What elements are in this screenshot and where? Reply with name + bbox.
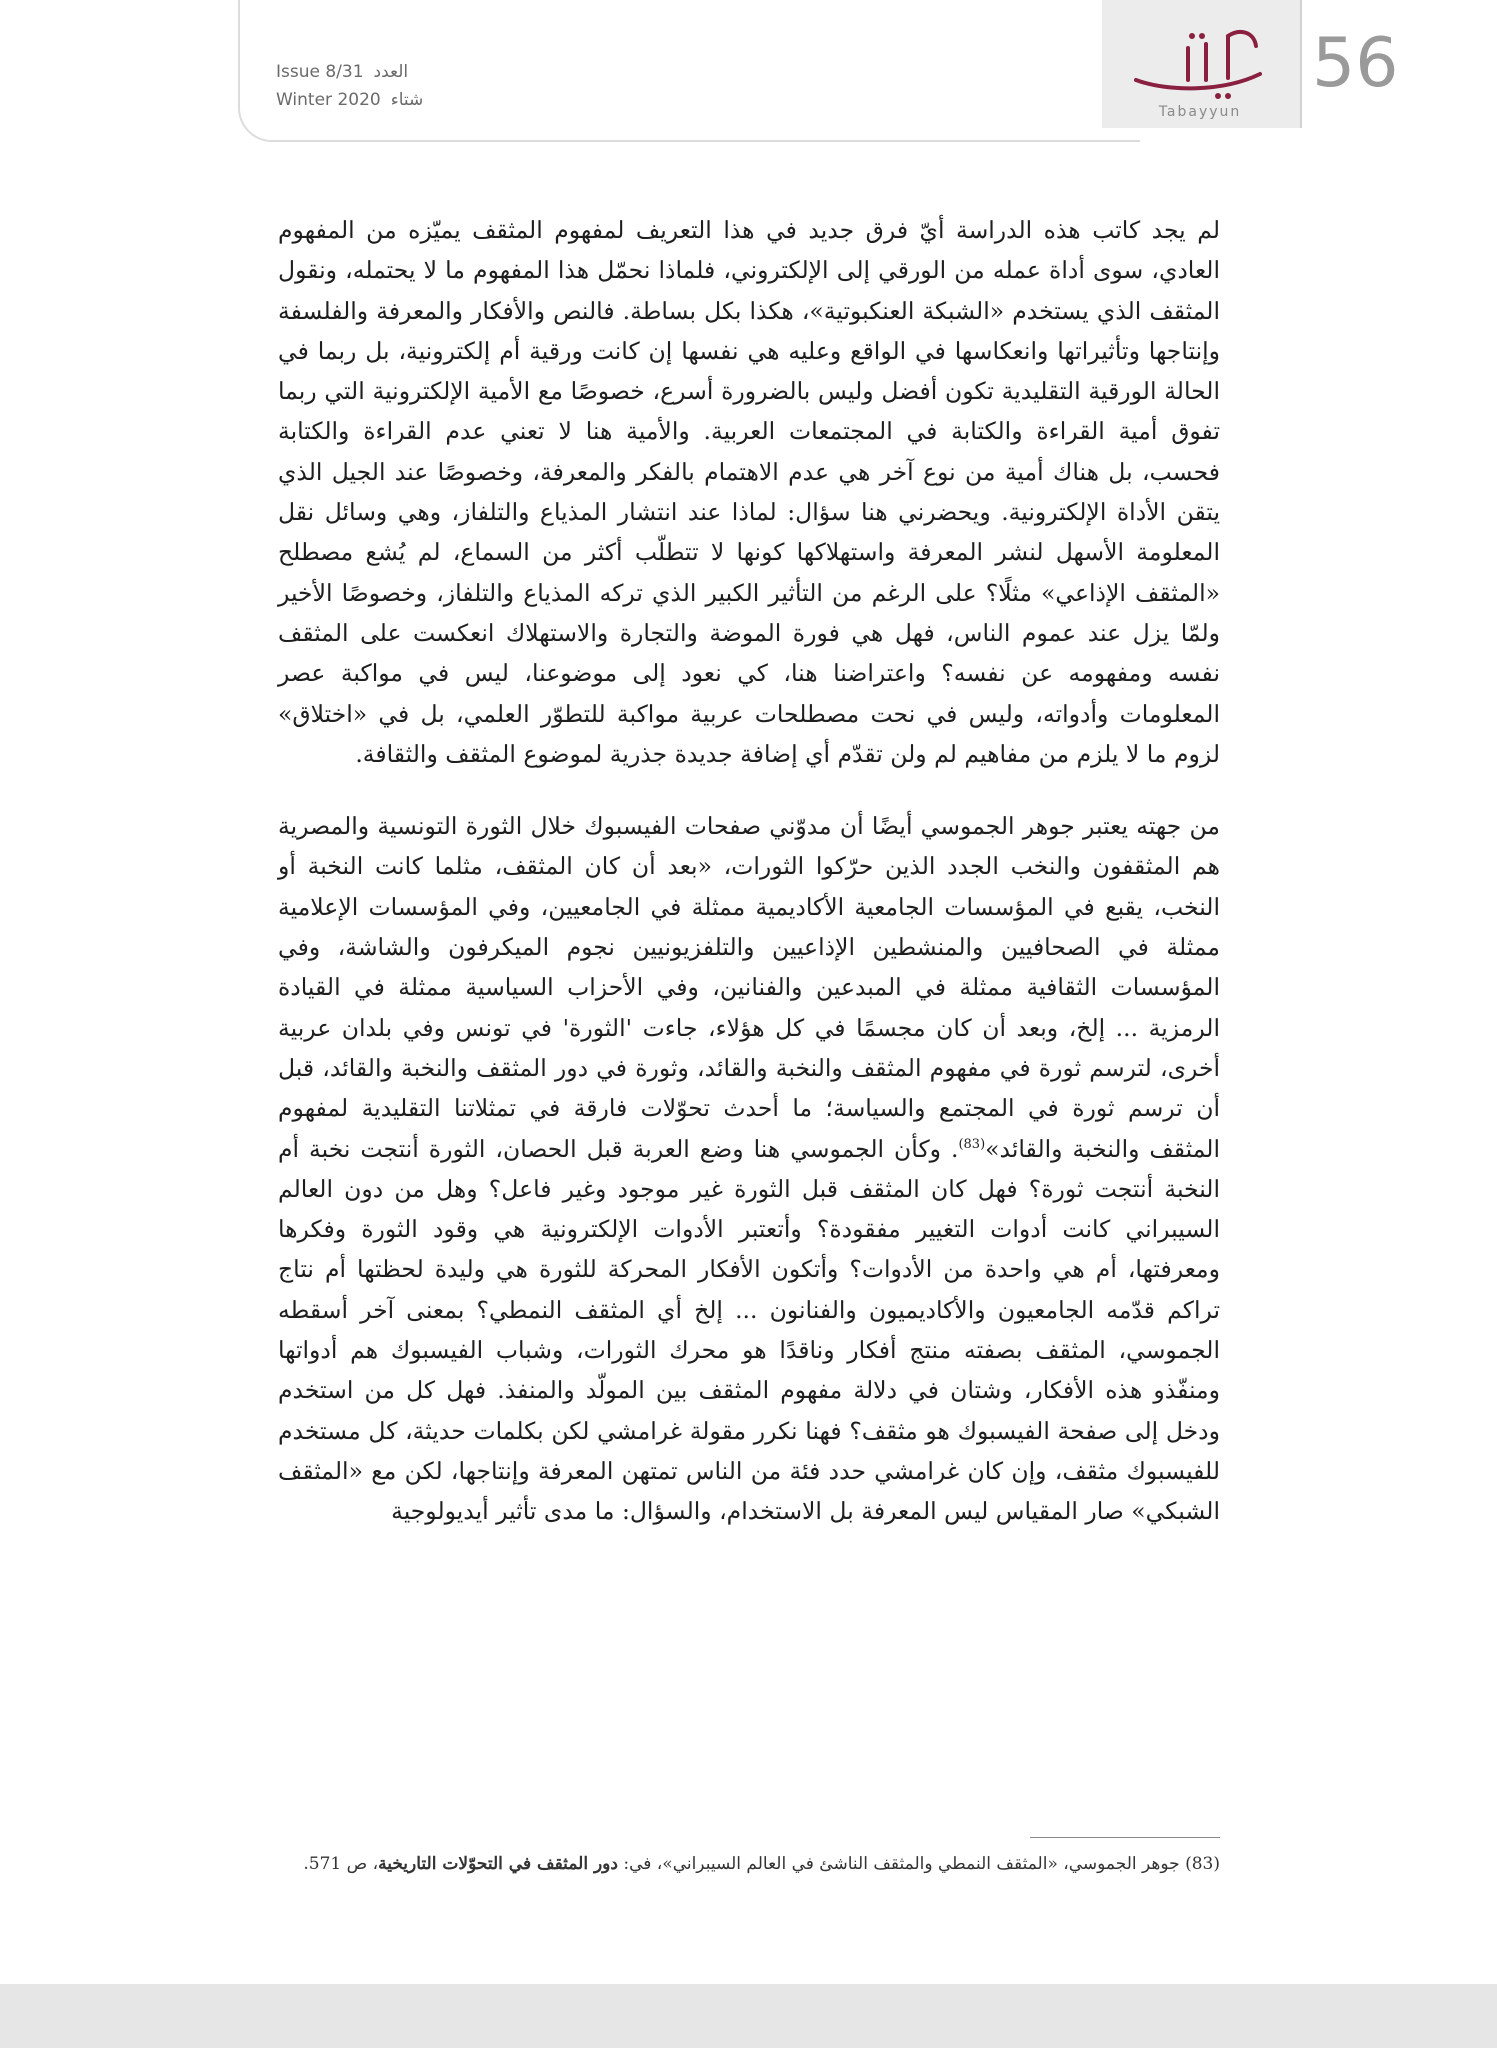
footnote-page: ، ص 571. <box>303 1854 379 1874</box>
logo-latin-text: Tabayyun <box>1158 104 1242 120</box>
paragraph-1: لم يجد كاتب هذه الدراسة أيّ فرق جديد في هذا التعريف لمفهوم المثقف يميّزه من المفهوم العادي، سوى أداة عمله من الورقي إلى الإلكتروني، فلماذا نحمّل هذا المفهوم ما لا يحتمله، ونقول المثقف الذي يستخدم «الشبكة العنكبوتية»، هكذا بكل بساطة. فالنص والأفكار والمعرفة والفلسفة وإنتاجها وتأثيراتها وانعكاسها في الواقع وعليه هي نفسها إن كانت ورقية أم إلكترونية، بل ربما في الحالة الورقية التقليدية تكون أفضل وليس بالضرورة أسرع، خصوصًا مع الأمية الإلكترونية التي ربما تفوق أمية القراءة والكتابة في المجتمعات العربية. والأمية هنا لا تعني عدم القراءة والكتابة فحسب، بل هناك أمية من نوع آخر هي عدم الاهتمام بالفكر والمعرفة، وخصوصًا عند الجيل الذي يتقن الأداة الإلكترونية. ويحضرني هنا سؤال: لماذا عند انتشار المذياع والتلفاز، وهي وسائل نقل المعلومة الأسهل لنشر المعرفة واستهلاكها كونها لا تتطلّب أكثر من السماع، لم يُشع مصطلح «المثقف الإذاعي» مثلًا؟ على الرغم من التأثير الكبير الذي تركه المذياع والتلفاز، وخصوصًا الأخير ولمّا يزل عند عموم الناس، فهل هي فورة الموضة والتجارة والاستهلاك انعكست على المثقف نفسه ومفهومه عن نفسه؟ واعتراضنا هنا، كي نعود إلى موضوعنا، ليس في مواكبة عصر المعلومات وأدواته، وليس في نحت مصطلحات عربية مواكبة للتطوّر العلمي، بل في «اختلاق» لزوم ما لا يلزم من مفاهيم لم ولن تقدّم أي إضافة جديدة جذرية لموضوع المثقف والثقافة. <box>278 216 1220 768</box>
paragraph-2-quote: من جهته يعتبر جوهر الجموسي أيضًا أن مدوّني صفحات الفيسبوك خلال الثورة التونسية والمصرية هم المثقفون والنخب الجدد الذين حرّكوا الثورات، «بعد أن كان المثقف، مثلما كانت النخبة أو النخب، يقبع في المؤسسات الجامعية الأكاديمية ممثلة في الجامعيين، وفي المؤسسات الإعلامية ممثلة في الصحافيين والمنشطين الإذاعيين والتلفزيونيين نجوم الميكرفون والشاشة، وفي المؤسسات الثقافية ممثلة في المبدعين والفنانين، وفي الأحزاب السياسية ممثلة في القيادة الرمزية ... إلخ، وبعد أن كان مجسمًا في كل هؤلاء، جاءت 'الثورة' في تونس وفي بلدان عربية أخرى، لترسم ثورة في مفهوم المثقف والنخبة والقائد، وثورة في دور المثقف والنخبة والقائد، قبل أن ترسم ثورة في المجتمع والسياسة؛ ما أحدث تحوّلات فارقة في تمثلاتنا التقليدية لمفهوم المثقف والنخبة والقائد» <box>278 812 1220 1163</box>
page-number: 56 <box>1312 24 1399 103</box>
issue-label: Issue 8/31 <box>276 62 364 82</box>
issue-label-arabic: العدد <box>373 62 409 82</box>
footnote-source-title: دور المثقف في التحوّلات التاريخية <box>378 1854 618 1874</box>
issue-info <box>276 58 456 114</box>
tabayyun-logo-icon <box>1128 22 1278 102</box>
season-line <box>276 86 456 114</box>
season-label: Winter 2020 <box>276 90 381 110</box>
paragraph-2-continuation: . وكأن الجموسي هنا وضع العربة قبل الحصان، الثورة أنتجت نخبة أم النخبة أنتجت ثورة؟ فهل كان المثقف قبل الثورة غير موجود وغير فاعل؟ وهل من دون العالم السيبراني كانت أدوات التغيير مفقودة؟ وأتعتبر الأدوات الإلكترونية هي وقود الثورة وفكرها ومعرفتها، أم هي واحدة من الأدوات؟ وأتكون الأفكار المحركة للثورة هي وليدة لحظتها أم نتاج تراكم قدّمه الجامعيون والأكاديميون والفنانون ... إلخ أي المثقف النمطي؟ بمعنى آخر أسقطه الجموسي، المثقف بصفته منتج أفكار وناقدًا هو محرك الثورات، وشباب الفيسبوك هم أدواتها ومنفّذو هذه الأفكار، وشتان في دلالة مفهوم المثقف بين المولّد والمنفذ. فهل كل من استخدم ودخل إلى صفحة الفيسبوك هو مثقف؟ فهنا نكرر مقولة غرامشي لكن بكلمات حديثة، كل مستخدم للفيسبوك مثقف، وإن كان غرامشي حدد فئة من الناس تمتهن المعرفة وإنتاجها، لكن مع «المثقف الشبكي» صار المقياس ليس المعرفة بل الاستخدام، والسؤال: ما مدى تأثير أيديولوجية <box>278 1134 1220 1526</box>
footnote-divider <box>1030 1837 1220 1838</box>
paragraph-2 <box>278 806 1220 1531</box>
article-body <box>278 210 1220 1532</box>
footnote-number: (83) <box>1185 1854 1220 1874</box>
footnote-reference[interactable]: (83) <box>958 1136 986 1152</box>
header-divider <box>1300 0 1302 128</box>
issue-number-line <box>276 58 456 86</box>
page-bottom-band <box>0 1984 1497 2048</box>
season-label-arabic: شتاء <box>390 90 424 110</box>
footnote-83 <box>278 1850 1220 1878</box>
footnote-text: جوهر الجموسي، «المثقف النمطي والمثقف الناشئ في العالم السيبراني»، في: <box>617 1854 1186 1874</box>
